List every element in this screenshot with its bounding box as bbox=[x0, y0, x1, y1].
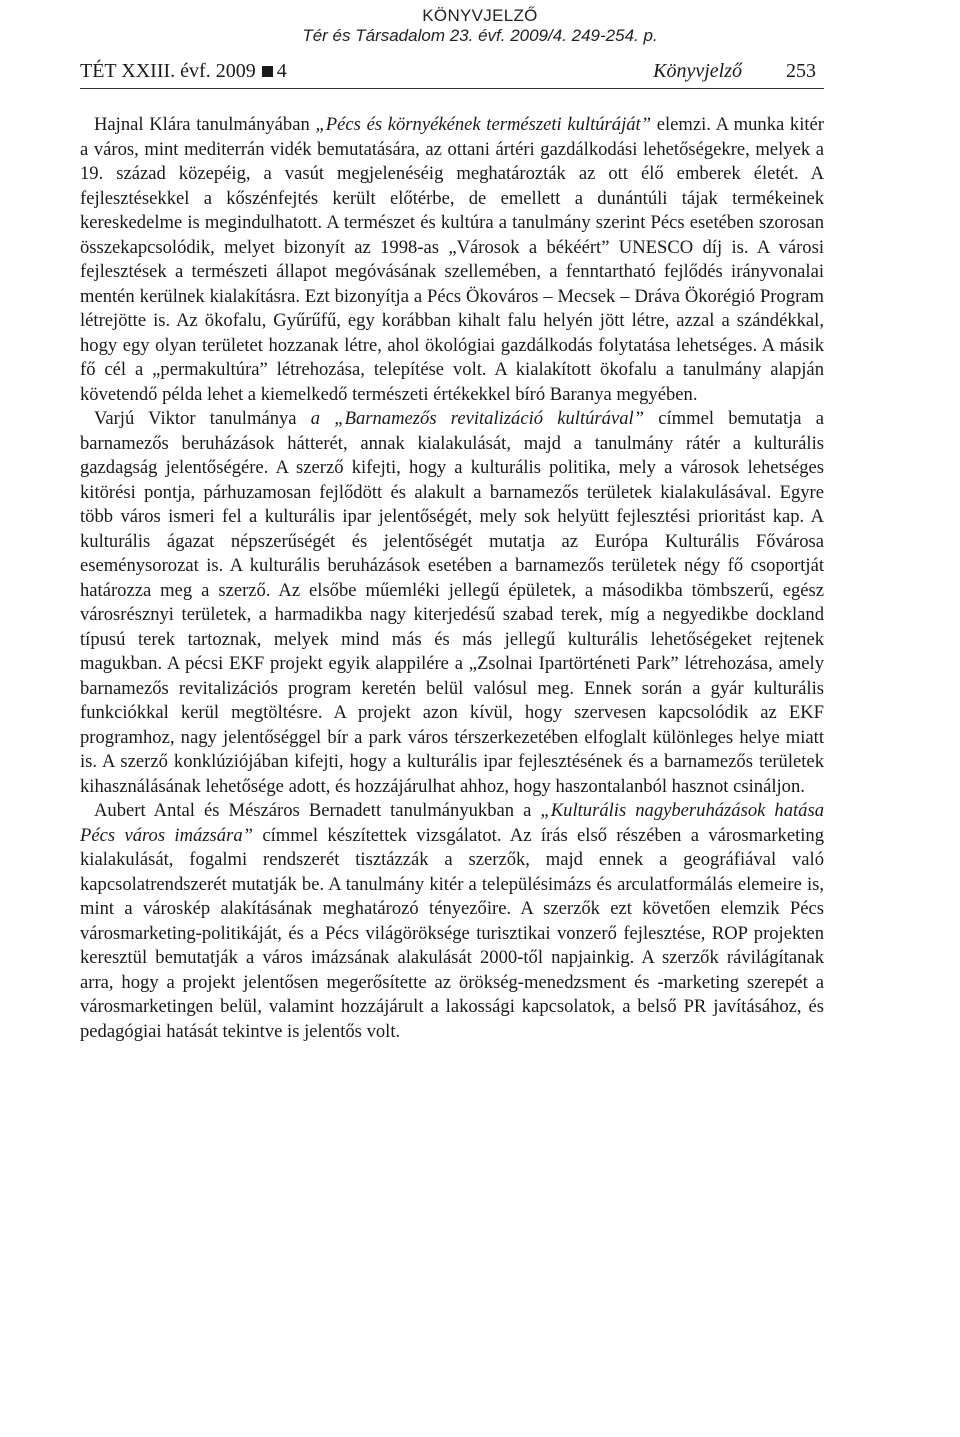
citation-overlay bbox=[0, 6, 960, 46]
overlay-title: KÖNYVJELZŐ bbox=[422, 6, 538, 25]
italic-title-text: „Pécs és környékének természeti kultúráját” bbox=[315, 114, 652, 135]
paragraph bbox=[80, 407, 824, 799]
journal-name: TÉT XXIII. évf. 2009 bbox=[80, 60, 256, 82]
paragraph bbox=[80, 113, 824, 407]
paragraph-text: címmel bemutatja a barnamezős beruházások hátterét, annak kialakulását, majd a tanulmány rátér a kulturális gazdagság jelentőségére. A szerző kifejti, hogy a kulturális politika, mely a városok lehetséges kitörési pontja, párhuzamosan fejlődött és alakult a barnamezős területek kialakulásával. Egyre több város ismeri fel a kulturális ipar jelentőségét, mely sok helyütt fejlesztési prioritást kap. A kulturális ágazat népszerűségét és jelentőségét mutatja az Európa Kulturális Fővárosa eseménysorozat is. A kulturális beruházások esetében a barnamezős területek négy fő csoportját határozza meg a szerző. Az elsőbe műemléki jellegű épületek, a másodikba tömbszerű, egész városrésznyi területek, a harmadikba nagy kiterjedésű szabad terek, míg a negyedikbe dockland típusú terek tartoznak, melyek mind más és más jellegű kulturális lehetőségeket rejtenek magukban. A pécsi EKF projekt egyik alappilére a „Zsolnai Ipartörténeti Park” létrehozása, amely barnamezős revitalizációs program keretén belül valósul meg. Ennek során a gyár kulturális funkciókkal kerül megtöltésre. A projekt azon kívül, hogy szervesen kapcsolódik az EKF programhoz, nagy jelentőséggel bír a park város térszerkezetében elfoglalt különleges helye miatt is. A szerző konklúziójában kifejti, hogy a kulturális ipar fejlesztésének és a barnamezős területek kihasználásának lehetősége adott, és hozzájárulhat ahhoz, hogy haszontalanból hasznot csináljon. bbox=[80, 408, 824, 797]
paragraph-text: Varjú Viktor tanulmánya bbox=[94, 408, 311, 429]
issue-number: 4 bbox=[276, 60, 287, 82]
header-right bbox=[653, 60, 816, 83]
header-left bbox=[80, 60, 287, 83]
overlay-citation: Tér és Társadalom 23. évf. 2009/4. 249-254. p. bbox=[302, 26, 658, 45]
paragraph-text: Aubert Antal és Mészáros Bernadett tanulmányukban a bbox=[94, 800, 541, 821]
paragraph-text: elemzi. A munka kitér a város, mint mediterrán vidék bemutatására, az ottani ártéri gazdálkodási lehetőségekre, melyek a 19. század közepéig, a vasút megjelenéséig meghatározták az ott élő emberek életét. A fejlesztésekkel a kőszénfejtés került előtérbe, de emellett a dunántúli tájak termékeinek kereskedelme is megindulhatott. A természet és kultúra a tanulmány szerint Pécs esetében szorosan összekapcsolódik, melyet bizonyít az 1998-as „Városok a békéért” UNESCO díj is. A városi fejlesztések a természeti állapot megóvásának szellemében, a fenntartható fejlődés irányvonalai mentén kerülnek kialakításra. Ezt bizonyítja a Pécs Ökováros – Mecsek – Dráva Ökorégió Program létrejötte is. Az ökofalu, Gyűrűfű, egy korábban kihalt falu helyén jött létre, azzal a szándékkal, hogy egy olyan területet hozzanak létre, ahol ökológiai gazdálkodás folytatása lehetséges. A másik fő cél a „permakultúra” létrehozása, telepítése volt. A kialakított ökofalu a tanulmány alapján követendő példa lehet a kiemelkedő természeti értékekkel bíró Baranya megyében. bbox=[80, 114, 825, 405]
italic-title-text: a „Barnamezős revitalizáció kultúrával” bbox=[310, 408, 645, 429]
running-header bbox=[80, 60, 824, 89]
italic-title-text: „Kulturális nagyberuházások hatása Pécs város imázsára” bbox=[80, 800, 825, 846]
paragraph bbox=[80, 799, 824, 1044]
paragraph-text: címmel készítettek vizsgálatot. Az írás első részében a városmarketing kialakulását, fogalmi rendszerét tisztázzák a szerzők, majd ennek a geográfiával való kapcsolatrendszerét mutatják be. A tanulmány kitér a településimázs és arculatformálás elemeire is, mint a városkép alakításának meghatározó tényezőire. A szerzők ezt követően elemzik Pécs városmarketing-politikáját, és a Pécs világöröksége turisztikai vonzerő fejlesztése, ROP projekten keresztül bemutatják a város imázsának alakulását 2000-től napjainkig. A szerzők rávilágítanak arra, hogy a projekt jelentősen megerősítette az örökség-menedzsment és -marketing szerepét a városmarketingen belül, valamint hozzájárult a lakossági kapcsolatok, a belső PR javításához, és pedagógiai hatását tekintve is jelentős volt. bbox=[80, 824, 824, 1042]
paragraph-text: Hajnal Klára tanulmányában bbox=[94, 114, 316, 135]
article-body bbox=[80, 113, 824, 1044]
page-number: 253 bbox=[786, 60, 816, 82]
section-name: Könyvjelző bbox=[653, 60, 742, 82]
square-bullet-icon bbox=[262, 66, 273, 77]
